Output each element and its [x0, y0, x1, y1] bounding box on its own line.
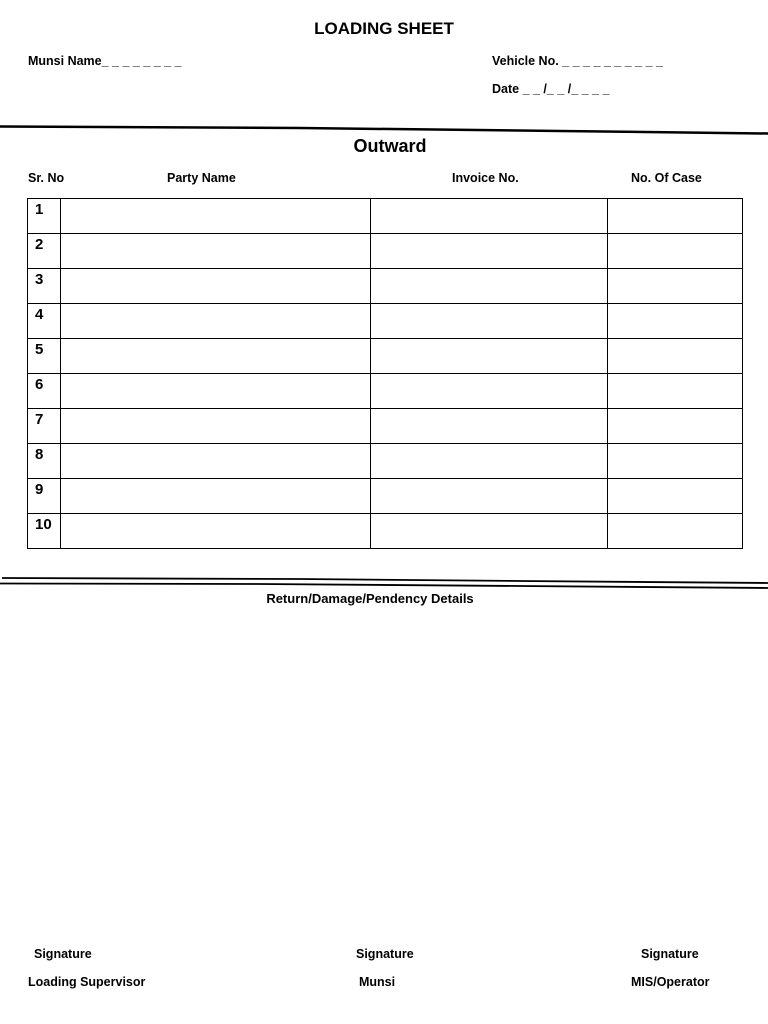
signature-role-mis-operator: MIS/Operator: [631, 975, 710, 989]
table-row: [28, 304, 743, 339]
table-row: [28, 199, 743, 234]
sr-no-cell: 10: [28, 514, 61, 549]
invoice-no-cell[interactable]: [370, 234, 608, 269]
table-row: [28, 514, 743, 549]
party-name-cell[interactable]: [60, 479, 370, 514]
table-row: [28, 339, 743, 374]
signature-label-mis-operator: Signature: [641, 947, 699, 961]
no-of-case-cell[interactable]: [608, 304, 743, 339]
column-header-sr-no: Sr. No: [28, 171, 65, 185]
invoice-no-cell[interactable]: [370, 374, 608, 409]
party-name-cell[interactable]: [60, 374, 370, 409]
invoice-no-cell[interactable]: [370, 304, 608, 339]
no-of-case-cell[interactable]: [608, 234, 743, 269]
no-of-case-cell[interactable]: [608, 199, 743, 234]
return-damage-pendency-title: Return/Damage/Pendency Details: [266, 591, 474, 606]
signature-role-munsi: Munsi: [359, 975, 396, 989]
no-of-case-cell[interactable]: [608, 514, 743, 549]
invoice-no-cell[interactable]: [370, 479, 608, 514]
signature-label-munsi: Signature: [356, 947, 414, 961]
column-header-invoice-no: Invoice No.: [452, 171, 519, 185]
no-of-case-cell[interactable]: [608, 444, 743, 479]
table-row: [28, 374, 743, 409]
no-of-case-cell[interactable]: [608, 269, 743, 304]
party-name-cell[interactable]: [60, 339, 370, 374]
party-name-cell[interactable]: [60, 234, 370, 269]
signature-label-loading-supervisor: Signature: [34, 947, 92, 961]
date-field[interactable]: Date _ _ /_ _ /_ _ _ _: [492, 82, 610, 96]
table-row: [28, 409, 743, 444]
invoice-no-cell[interactable]: [370, 409, 608, 444]
party-name-cell[interactable]: [60, 409, 370, 444]
sr-no-cell: 2: [28, 234, 61, 269]
party-name-cell[interactable]: [60, 444, 370, 479]
invoice-no-cell[interactable]: [370, 339, 608, 374]
table-row: [28, 444, 743, 479]
sr-no-cell: 8: [28, 444, 61, 479]
signature-role-loading-supervisor: Loading Supervisor: [28, 975, 146, 989]
outward-section-title: Outward: [353, 136, 427, 156]
sr-no-cell: 3: [28, 269, 61, 304]
section-divider-line-lower: [0, 584, 768, 589]
sr-no-cell: 1: [28, 199, 61, 234]
munsi-name-field[interactable]: Munsi Name_ _ _ _ _ _ _ _: [28, 54, 182, 68]
sr-no-cell: 6: [28, 374, 61, 409]
invoice-no-cell[interactable]: [370, 269, 608, 304]
invoice-no-cell[interactable]: [370, 514, 608, 549]
no-of-case-cell[interactable]: [608, 479, 743, 514]
table-row: [28, 234, 743, 269]
table-row: [28, 269, 743, 304]
no-of-case-cell[interactable]: [608, 374, 743, 409]
no-of-case-cell[interactable]: [608, 409, 743, 444]
party-name-cell[interactable]: [60, 514, 370, 549]
sr-no-cell: 5: [28, 339, 61, 374]
invoice-no-cell[interactable]: [370, 199, 608, 234]
sr-no-cell: 9: [28, 479, 61, 514]
sr-no-cell: 7: [28, 409, 61, 444]
header-divider-line: [0, 127, 768, 134]
party-name-cell[interactable]: [60, 269, 370, 304]
column-header-party-name: Party Name: [167, 171, 236, 185]
outward-table: [27, 198, 743, 549]
page-title: LOADING SHEET: [314, 19, 454, 38]
section-divider-line-upper: [2, 578, 768, 583]
party-name-cell[interactable]: [60, 304, 370, 339]
no-of-case-cell[interactable]: [608, 339, 743, 374]
return-details-area[interactable]: [27, 615, 743, 935]
sr-no-cell: 4: [28, 304, 61, 339]
table-row: [28, 479, 743, 514]
party-name-cell[interactable]: [60, 199, 370, 234]
column-header-no-of-case: No. Of Case: [631, 171, 702, 185]
vehicle-no-field[interactable]: Vehicle No. _ _ _ _ _ _ _ _ _ _: [492, 54, 663, 68]
invoice-no-cell[interactable]: [370, 444, 608, 479]
